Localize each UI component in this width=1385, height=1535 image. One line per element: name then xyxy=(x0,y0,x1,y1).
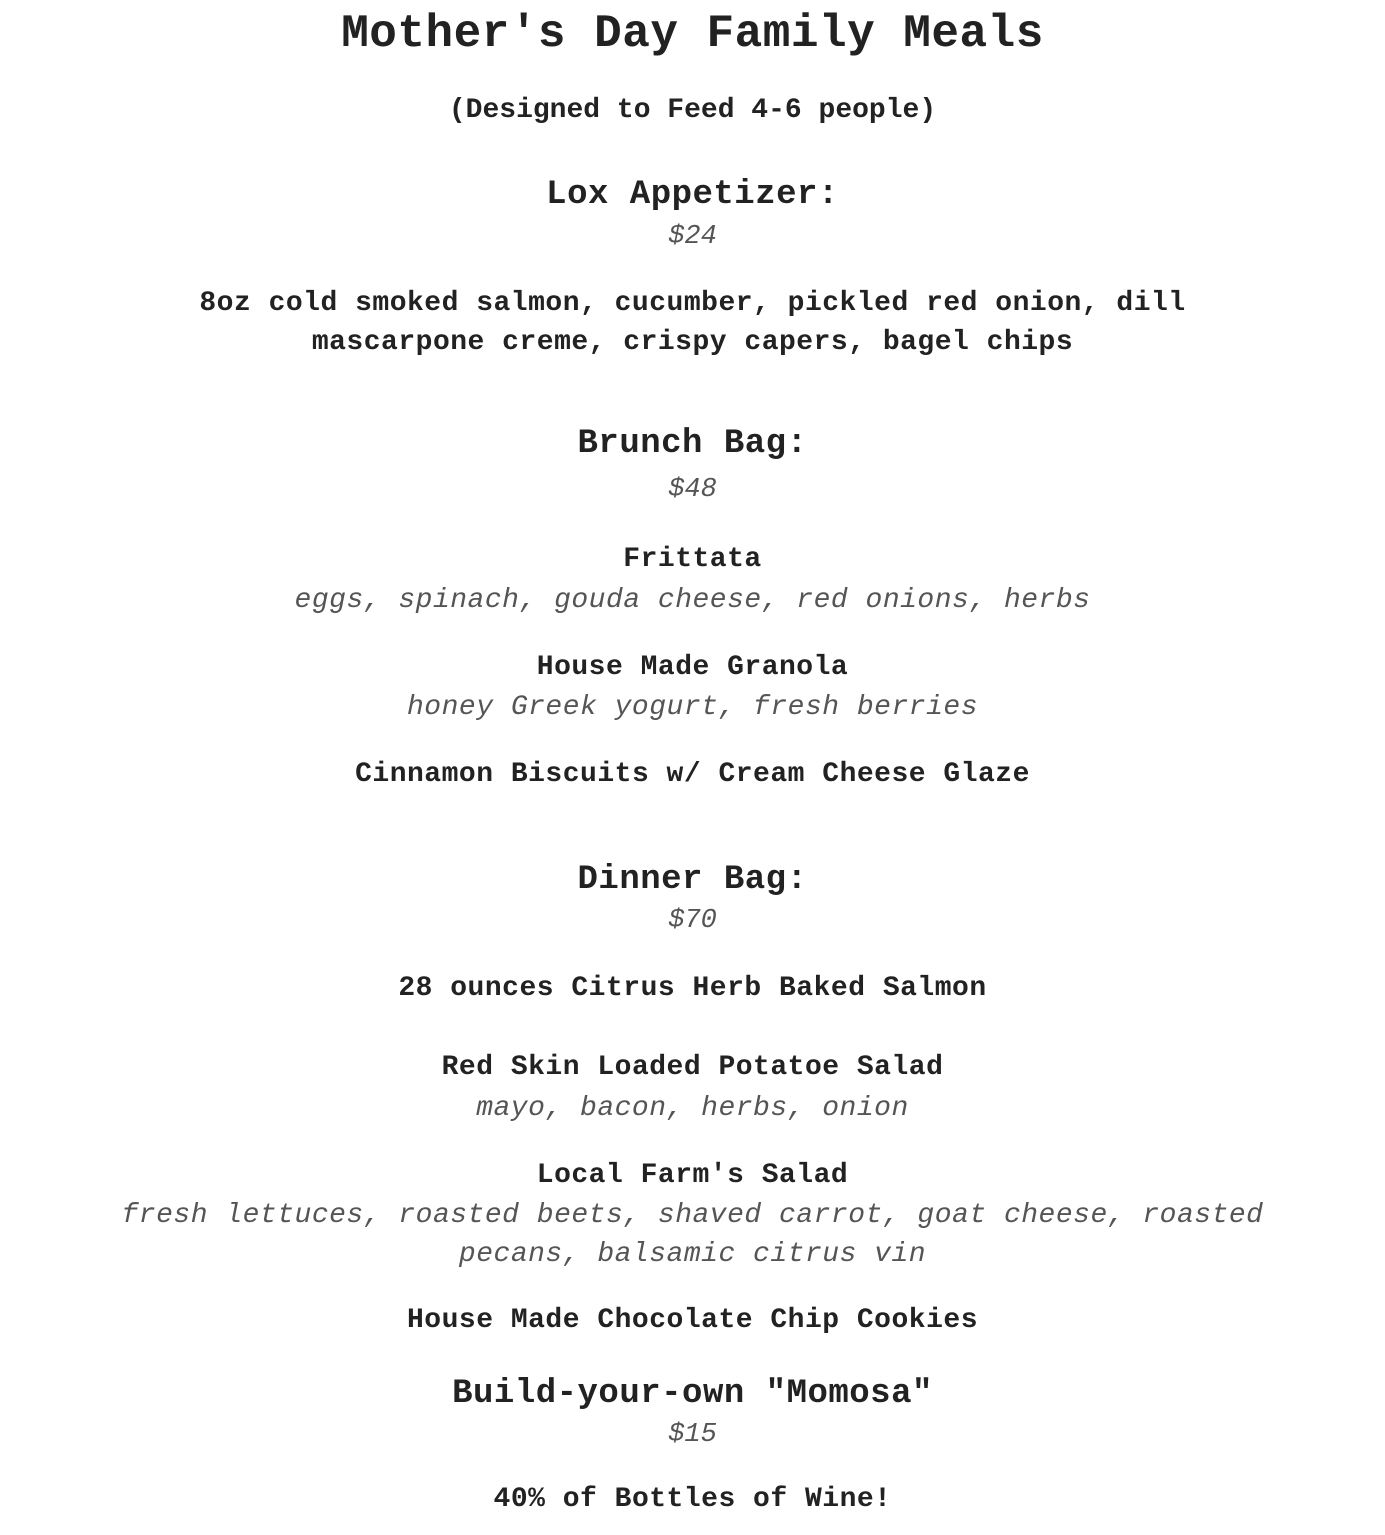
page-title: Mother's Day Family Meals xyxy=(341,8,1044,60)
biscuits-name: Cinnamon Biscuits w/ Cream Cheese Glaze xyxy=(355,759,1030,790)
brunch-heading: Brunch Bag: xyxy=(577,425,808,463)
cookies-name: House Made Chocolate Chip Cookies xyxy=(407,1305,978,1336)
lox-price: $24 xyxy=(668,222,717,252)
farm-salad-desc-line-1: fresh lettuces, roasted beets, shaved carrot, goat cheese, roasted xyxy=(121,1200,1264,1231)
lox-description-line-1: 8oz cold smoked salmon, cucumber, pickled red onion, dill xyxy=(199,288,1186,319)
dinner-heading: Dinner Bag: xyxy=(577,861,808,899)
momosa-price: $15 xyxy=(668,1420,717,1450)
lox-description-line-2: mascarpone creme, crispy capers, bagel chips xyxy=(311,327,1074,358)
brunch-price: $48 xyxy=(668,475,717,505)
farm-salad-name: Local Farm's Salad xyxy=(536,1160,849,1191)
granola-name: House Made Granola xyxy=(536,652,849,683)
salmon-name: 28 ounces Citrus Herb Baked Salmon xyxy=(398,973,987,1004)
frittata-desc: eggs, spinach, gouda cheese, red onions, herbs xyxy=(294,585,1091,616)
page-subtitle: (Designed to Feed 4-6 people) xyxy=(448,95,937,126)
frittata-name: Frittata xyxy=(623,544,762,575)
dinner-price: $70 xyxy=(668,906,717,936)
potato-salad-desc: mayo, bacon, herbs, onion xyxy=(476,1093,909,1124)
farm-salad-desc-line-2: pecans, balsamic citrus vin xyxy=(458,1239,927,1270)
momosa-heading: Build-your-own "Momosa" xyxy=(452,1375,933,1413)
lox-heading: Lox Appetizer: xyxy=(546,176,839,214)
wine-offer: 40% of Bottles of Wine! xyxy=(493,1484,892,1515)
granola-desc: honey Greek yogurt, fresh berries xyxy=(407,692,978,723)
potato-salad-name: Red Skin Loaded Potatoe Salad xyxy=(441,1052,944,1083)
